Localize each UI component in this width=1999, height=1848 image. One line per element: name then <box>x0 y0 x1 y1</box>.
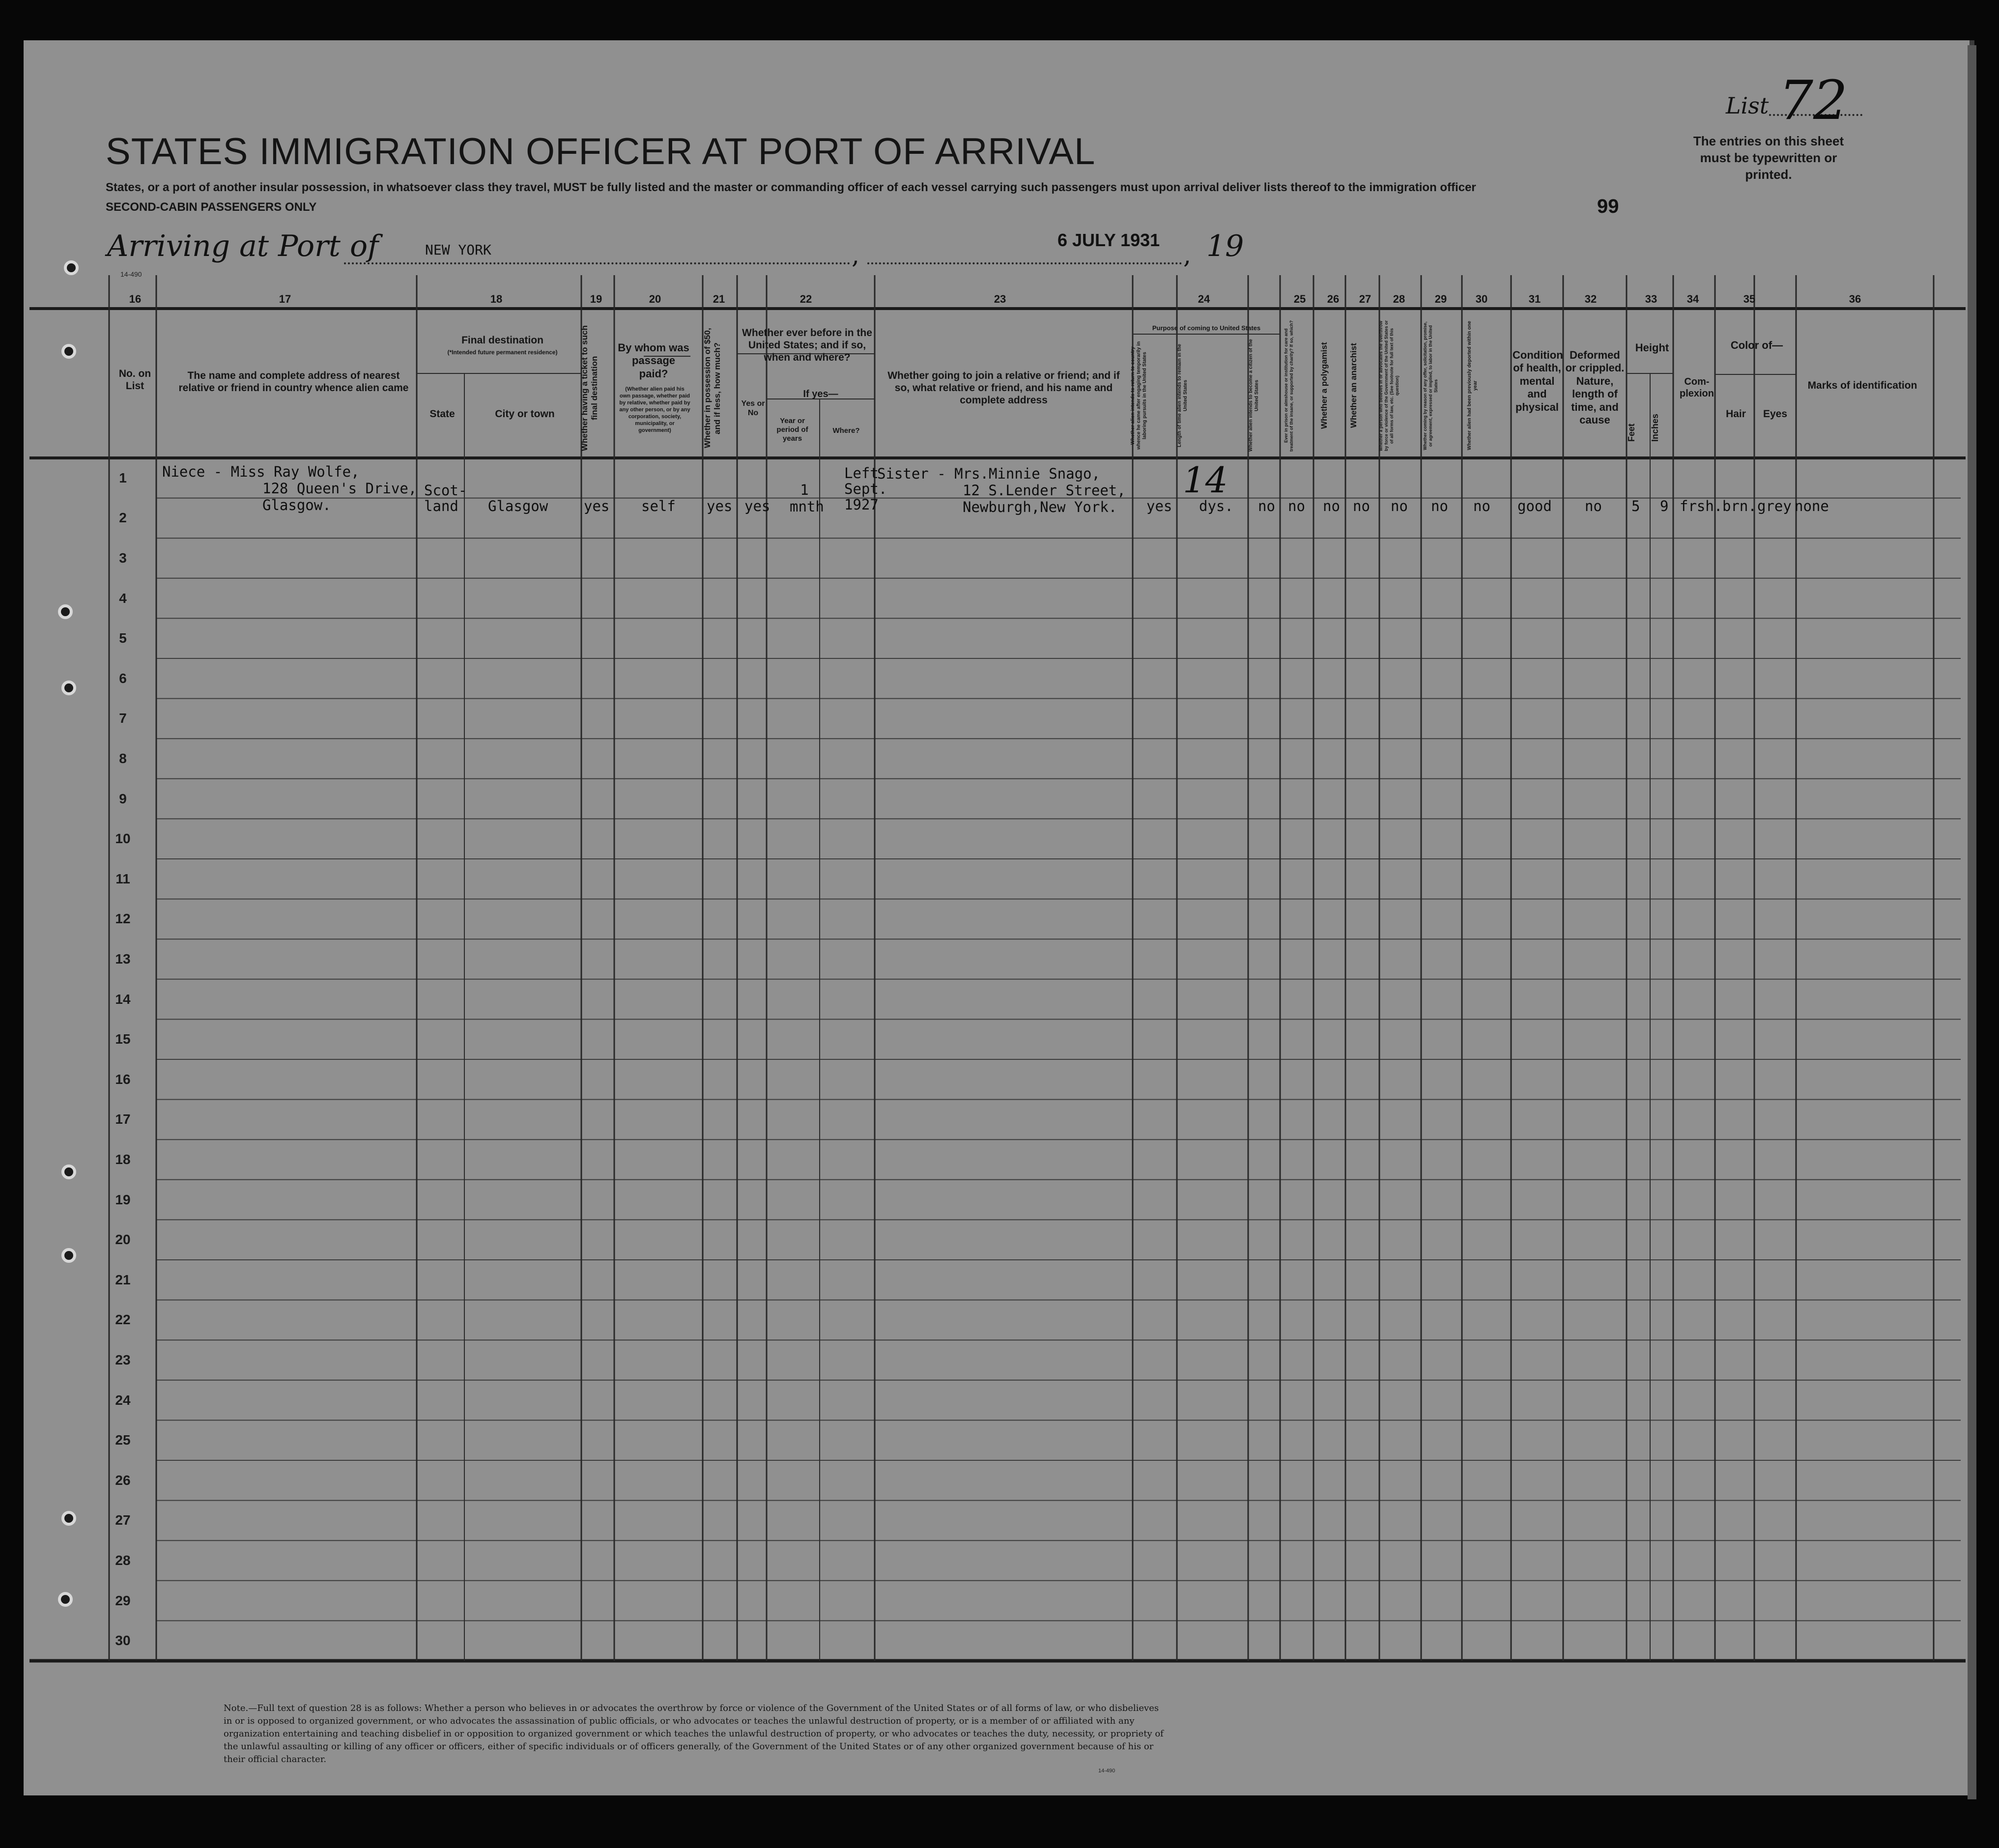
entry-marks: none <box>1795 498 1829 514</box>
entry-prison: no <box>1288 498 1305 514</box>
col-number-18: 18 <box>490 293 503 305</box>
col-number-30: 30 <box>1475 293 1488 305</box>
row-number: 11 <box>115 871 130 886</box>
entry-health: good <box>1517 498 1552 514</box>
col-number-33: 33 <box>1645 293 1657 305</box>
col-number-20: 20 <box>649 293 661 305</box>
header-relative-address: The name and complete address of nearest relative or friend in country whence alien came <box>178 370 409 394</box>
relative-line: Niece - Miss Ray Wolfe, <box>162 463 360 480</box>
row-number: 25 <box>115 1432 131 1448</box>
header-joining: Whether going to join a relative or friend; and if so, what relative or friend, and his name and complete address <box>887 370 1120 406</box>
entry-paid-by: self <box>641 498 676 514</box>
entry-complexion: frsh. <box>1680 498 1723 514</box>
entry-inches: 9 <box>1660 498 1669 514</box>
row-number: 14 <box>115 991 131 1007</box>
joining-line: 12 S.Lender Street, <box>963 482 1126 499</box>
arrival-date: 6 JULY 1931 <box>1057 230 1160 250</box>
entry-ticket: yes <box>584 498 610 514</box>
row-number: 9 <box>119 791 127 806</box>
header-overthrow: Whether a person who believes in or advocates the overthrow by force or violence of the Government of the United States or of all forms of law, etc. (See footnote for full text of this question) <box>1378 320 1399 452</box>
entry-money: yes <box>707 498 733 514</box>
year-prefix: 19 <box>1206 229 1244 263</box>
comma-mark: , <box>852 241 859 269</box>
where-line: Sept. <box>844 481 887 497</box>
row-number: 28 <box>115 1553 131 1568</box>
state-line: Scot- <box>424 482 467 499</box>
header-return-intent: Whether alien intends to return to country whence he came after engaging temporarily in laboring pursuits in the United States <box>1130 341 1147 450</box>
header-anarchist: Whether an anarchist <box>1349 343 1358 428</box>
entry-eyes: grey <box>1757 498 1792 514</box>
col-number-28: 28 <box>1393 293 1405 305</box>
col-number-35: 35 <box>1743 293 1756 305</box>
row-number: 15 <box>115 1031 131 1047</box>
entry-citizen: no <box>1258 498 1275 514</box>
row-number: 22 <box>115 1312 131 1328</box>
row-number: 7 <box>119 711 127 726</box>
joining-line: Sister - Mrs.Minnie Snago, <box>877 465 1100 482</box>
header-inches: Inches <box>1650 413 1660 442</box>
col-number-25: 25 <box>1293 293 1306 305</box>
row-number: 6 <box>119 670 127 686</box>
row-number: 23 <box>115 1352 131 1367</box>
footnote: Note.—Full text of question 28 is as follows: Whether a person who believes in or advocates the overthrow by force or violence of the Government of the United States or of all forms of law, or who disbelieves in or is opposed to organized government, or who advocates the assassination of public officials, or who advocates or teaches the unlawful destruction of property, or is a member of or affiliated with any organization entertaining and teaching disbelief in or opposition to organized government or which teaches the unlawful destruction of property, or who advocates or teaches the duty, necessity, or propriety of the unlawful assaulting or killing of any officer or officers, either of specific individuals or of officers generally, of the Government of the United States or of any other organized government because of his or their official character. <box>224 1703 1164 1764</box>
relative-line: Glasgow. <box>262 497 331 513</box>
where-line: Left <box>844 465 879 482</box>
entry-length-stay: 14 <box>1183 459 1228 501</box>
header-where: Where? <box>832 426 860 435</box>
row-number: 3 <box>119 550 127 566</box>
header-before-us: Whether ever before in the United States; and if so, when and where? <box>742 327 872 364</box>
list-label: List <box>1726 92 1769 119</box>
header-height: Height <box>1635 341 1669 354</box>
header-year-period: Year or period of years <box>776 417 808 443</box>
col-number-16: 16 <box>129 293 142 305</box>
entry-length-unit: dys. <box>1199 498 1233 514</box>
header-prison: Ever in prison or almshouse or institution for care and treatment of the insane, or supported by charity? If so, which? <box>1284 320 1294 452</box>
header-length-stay: Length of time alien intends to remain in the United States <box>1177 344 1188 448</box>
header-health: Condition of health, mental and physical <box>1513 349 1563 413</box>
col-number-32: 32 <box>1584 293 1597 305</box>
row-number: 5 <box>119 630 127 646</box>
entry-joining <box>877 465 1126 515</box>
col-number-17: 17 <box>279 293 291 305</box>
entry-return-intent: yes <box>1146 498 1172 514</box>
list-number: 72 <box>1779 69 1848 132</box>
footer-form-number: 14-490 <box>1098 1768 1115 1774</box>
row-number: 8 <box>119 751 127 766</box>
port-value: NEW YORK <box>425 242 491 258</box>
row-number: 18 <box>115 1152 131 1167</box>
header-eyes: Eyes <box>1763 408 1788 420</box>
row-number: 4 <box>119 590 127 606</box>
row-number: 29 <box>115 1592 131 1608</box>
entry-deported: no <box>1473 498 1490 514</box>
col-number-27: 27 <box>1359 293 1371 305</box>
state-line: land <box>424 498 458 514</box>
row-number: 10 <box>115 831 131 847</box>
row-number: 17 <box>115 1111 131 1127</box>
col-number-31: 31 <box>1528 293 1541 305</box>
entry-overthrow: no <box>1391 498 1408 514</box>
row-number: 2 <box>119 510 127 526</box>
header-passage-paid-sub: (Whether alien paid his own passage, whether paid by relative, whether paid by any other person, or by any corporation, society, municipality, or government) <box>619 386 690 433</box>
period-line: mnth <box>790 498 824 515</box>
row-number: 30 <box>115 1633 131 1649</box>
relative-line: 128 Queen's Drive, <box>262 480 417 497</box>
entry-before-yesno: yes <box>744 498 771 514</box>
entry-offer: no <box>1431 498 1448 514</box>
header-ticket: Whether having a ticket to such final destination <box>580 325 599 451</box>
col-number-23: 23 <box>994 293 1006 305</box>
list-note: The entries on this sheet must be typewritten or printed. <box>1693 134 1844 182</box>
intro-text: States, or a port of another insular possession, in whatsoever class they travel, MUST be fully listed and the master or commanding officer of each vessel carrying such passengers must upon arrival deliver lists thereof to the immigration officer <box>106 181 1476 194</box>
row-number: 19 <box>115 1192 131 1207</box>
header-city: City or town <box>495 408 555 420</box>
row-number: 13 <box>115 951 131 967</box>
joining-line: Newburgh,New York. <box>963 499 1117 515</box>
header-feet: Feet <box>1627 423 1636 442</box>
header-color: Color of— <box>1730 339 1783 351</box>
row-number: 1 <box>119 470 127 485</box>
row-number: 16 <box>115 1071 131 1087</box>
row-number: 20 <box>115 1232 131 1248</box>
header-before-yesno: Yes or No <box>741 399 765 418</box>
col-number-22: 22 <box>800 293 812 305</box>
header-final-destination: Final destination <box>461 335 543 346</box>
entry-hair: brn. <box>1722 498 1757 514</box>
header-marks: Marks of identification <box>1807 380 1917 391</box>
intro-subtitle: SECOND-CABIN PASSENGERS ONLY <box>106 200 317 214</box>
page-number: 99 <box>1597 196 1619 217</box>
row-number: 21 <box>115 1272 131 1287</box>
form-number: 14-490 <box>120 270 142 278</box>
col-number-34: 34 <box>1686 293 1699 305</box>
page-title: STATES IMMIGRATION OFFICER AT PORT OF ARRIVAL <box>106 131 1096 172</box>
header-citizen: Whether alien intends to become a citizen of the United States <box>1248 339 1259 452</box>
entry-deformed: no <box>1585 498 1602 514</box>
header-polygamist: Whether a polygamist <box>1319 342 1329 429</box>
entry-relative <box>162 463 417 513</box>
header-complexion: Com-plexion <box>1679 376 1714 399</box>
entry-anarchist: no <box>1353 498 1370 514</box>
period-line: 1 <box>800 482 809 498</box>
header-no-on-list: No. on List <box>118 368 151 392</box>
entry-city: Glasgow <box>488 498 548 514</box>
col-number-36: 36 <box>1849 293 1861 305</box>
row-number: 24 <box>115 1392 131 1408</box>
header-final-destination-sub: (*Intended future permanent residence) <box>447 349 558 356</box>
col-number-29: 29 <box>1434 293 1447 305</box>
col-number-19: 19 <box>590 293 602 305</box>
arriving-label: Arriving at Port of <box>107 229 379 263</box>
header-money: Whether in possession of $50, and if less, how much? <box>703 328 722 449</box>
entry-state <box>424 483 467 514</box>
header-purpose: Purpose of coming to United States <box>1152 324 1261 332</box>
header-passage-paid: By whom was passage paid? <box>618 341 689 380</box>
comma-mark: , <box>1183 241 1191 269</box>
row-number: 26 <box>115 1472 131 1488</box>
entry-polygamist: no <box>1323 498 1340 514</box>
col-number-21: 21 <box>713 293 725 305</box>
header-deported: Whether alien had been previously deported within one year <box>1467 321 1478 451</box>
entry-before-period <box>790 482 824 515</box>
header-hair: Hair <box>1726 408 1746 420</box>
header-deformed: Deformed or crippled. Nature, length of time, and cause <box>1565 349 1625 426</box>
header-offer: Whether coming by reason of any offer, solicitation, promise, or agreement, expressed or implied, to labor in the United States <box>1423 321 1438 450</box>
header-state: State <box>429 408 455 420</box>
where-line: 1927 <box>844 496 879 513</box>
header-if-yes: If yes— <box>803 389 838 399</box>
row-number: 27 <box>115 1512 131 1528</box>
entry-feet: 5 <box>1631 498 1640 514</box>
row-number: 12 <box>115 911 131 927</box>
col-number-26: 26 <box>1327 293 1340 305</box>
col-number-24: 24 <box>1198 293 1210 305</box>
